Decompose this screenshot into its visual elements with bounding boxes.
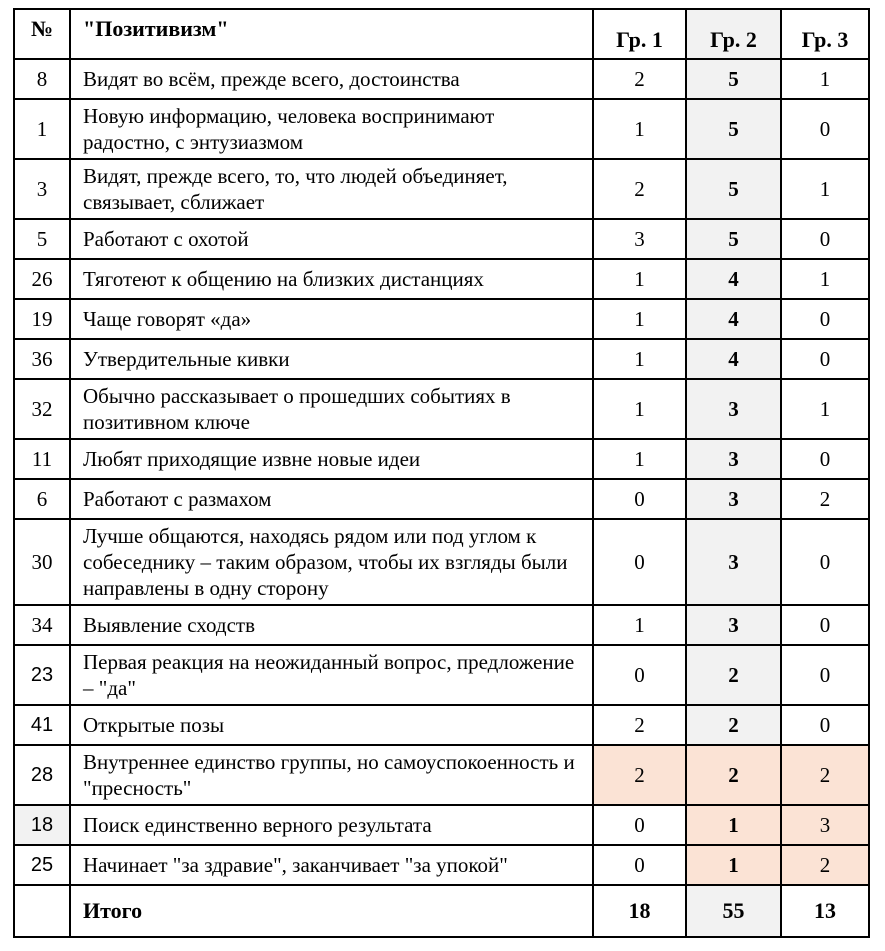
- table-row: [14, 519, 869, 605]
- row-value-group-2: 1: [686, 805, 781, 845]
- row-number-cell: 18: [14, 805, 70, 845]
- row-value-group-1: 1: [593, 605, 686, 645]
- row-number-cell: 41: [14, 705, 70, 745]
- row-value-group-2: 4: [686, 299, 781, 339]
- row-number-cell: 6: [14, 479, 70, 519]
- totals-group-3: 13: [781, 885, 869, 937]
- row-value-group-2: 3: [686, 439, 781, 479]
- table-row: [14, 339, 869, 379]
- row-description-cell: Чаще говорят «да»: [70, 299, 593, 339]
- row-value-group-2: 4: [686, 339, 781, 379]
- table-row: [14, 99, 869, 159]
- row-value-group-3: 1: [781, 379, 869, 439]
- row-value-group-2: 1: [686, 845, 781, 885]
- row-description-cell: Видят во всём, прежде всего, достоинства: [70, 59, 593, 99]
- row-value-group-2: 3: [686, 379, 781, 439]
- row-value-group-1: 2: [593, 745, 686, 805]
- row-value-group-2: 4: [686, 259, 781, 299]
- row-description-cell: Открытые позы: [70, 705, 593, 745]
- table-row: [14, 59, 869, 99]
- row-value-group-3: 2: [781, 845, 869, 885]
- row-description-cell: Внутреннее единство группы, но самоуспокоенность и "пресность": [70, 745, 593, 805]
- table-header-row: [14, 9, 869, 59]
- positivism-table: [13, 8, 870, 938]
- row-value-group-2: 3: [686, 479, 781, 519]
- column-header-group-2: Гр. 2: [686, 9, 781, 59]
- row-value-group-1: 1: [593, 99, 686, 159]
- row-number-cell: 26: [14, 259, 70, 299]
- row-number-cell: 3: [14, 159, 70, 219]
- row-value-group-3: 1: [781, 159, 869, 219]
- table-row: [14, 605, 869, 645]
- row-number-cell: 11: [14, 439, 70, 479]
- table-row: [14, 745, 869, 805]
- column-header-title: "Позитивизм": [70, 9, 593, 59]
- row-value-group-3: 0: [781, 645, 869, 705]
- row-description-cell: Начинает "за здравие", заканчивает "за упокой": [70, 845, 593, 885]
- row-number-cell: 23: [14, 645, 70, 705]
- row-number-cell: 34: [14, 605, 70, 645]
- row-value-group-3: 0: [781, 439, 869, 479]
- column-header-group-1: Гр. 1: [593, 9, 686, 59]
- table-body: [14, 59, 869, 885]
- column-header-number: №: [14, 9, 70, 59]
- row-value-group-3: 3: [781, 805, 869, 845]
- row-value-group-3: 1: [781, 59, 869, 99]
- row-description-cell: Тяготеют к общению на близких дистанциях: [70, 259, 593, 299]
- row-value-group-2: 2: [686, 705, 781, 745]
- totals-group-1: 18: [593, 885, 686, 937]
- row-number-cell: 30: [14, 519, 70, 605]
- row-description-cell: Лучше общаются, находясь рядом или под углом к собеседнику – таким образом, чтобы их взгляды были направлены в одну сторону: [70, 519, 593, 605]
- row-value-group-3: 2: [781, 745, 869, 805]
- table-row: [14, 645, 869, 705]
- row-description-cell: Любят приходящие извне новые идеи: [70, 439, 593, 479]
- row-number-cell: 8: [14, 59, 70, 99]
- row-description-cell: Обычно рассказывает о прошедших событиях в позитивном ключе: [70, 379, 593, 439]
- row-number-cell: 28: [14, 745, 70, 805]
- totals-row: [14, 885, 869, 937]
- table-row: [14, 219, 869, 259]
- table-row: [14, 159, 869, 219]
- row-value-group-2: 3: [686, 519, 781, 605]
- row-description-cell: Первая реакция на неожиданный вопрос, предложение – "да": [70, 645, 593, 705]
- row-value-group-3: 0: [781, 99, 869, 159]
- row-number-cell: 25: [14, 845, 70, 885]
- row-value-group-2: 2: [686, 745, 781, 805]
- row-description-cell: Поиск единственно верного результата: [70, 805, 593, 845]
- row-description-cell: Работают с размахом: [70, 479, 593, 519]
- row-value-group-2: 5: [686, 99, 781, 159]
- row-value-group-3: 0: [781, 519, 869, 605]
- row-value-group-1: 2: [593, 705, 686, 745]
- table-row: [14, 379, 869, 439]
- row-value-group-3: 0: [781, 219, 869, 259]
- table-row: [14, 299, 869, 339]
- row-value-group-1: 1: [593, 439, 686, 479]
- row-description-cell: Видят, прежде всего, то, что людей объединяет, связывает, сближает: [70, 159, 593, 219]
- row-value-group-2: 5: [686, 159, 781, 219]
- column-header-group-3: Гр. 3: [781, 9, 869, 59]
- row-value-group-1: 1: [593, 379, 686, 439]
- table-row: [14, 259, 869, 299]
- row-number-cell: 1: [14, 99, 70, 159]
- table-row: [14, 479, 869, 519]
- table-row: [14, 439, 869, 479]
- row-description-cell: Утвердительные кивки: [70, 339, 593, 379]
- row-description-cell: Новую информацию, человека воспринимают радостно, с энтузиазмом: [70, 99, 593, 159]
- totals-group-2: 55: [686, 885, 781, 937]
- row-value-group-1: 3: [593, 219, 686, 259]
- table-row: [14, 845, 869, 885]
- row-value-group-1: 1: [593, 259, 686, 299]
- row-value-group-1: 0: [593, 845, 686, 885]
- row-value-group-1: 1: [593, 299, 686, 339]
- row-value-group-3: 0: [781, 705, 869, 745]
- row-number-cell: 32: [14, 379, 70, 439]
- row-value-group-2: 5: [686, 219, 781, 259]
- row-value-group-3: 0: [781, 339, 869, 379]
- row-value-group-1: 2: [593, 59, 686, 99]
- totals-number-cell: [14, 885, 70, 937]
- table-row: [14, 805, 869, 845]
- row-value-group-2: 2: [686, 645, 781, 705]
- row-number-cell: 36: [14, 339, 70, 379]
- row-value-group-1: 0: [593, 479, 686, 519]
- row-value-group-2: 5: [686, 59, 781, 99]
- row-value-group-1: 2: [593, 159, 686, 219]
- row-value-group-3: 2: [781, 479, 869, 519]
- table-row: [14, 705, 869, 745]
- row-value-group-1: 0: [593, 805, 686, 845]
- row-value-group-3: 0: [781, 605, 869, 645]
- row-value-group-3: 1: [781, 259, 869, 299]
- row-description-cell: Выявление сходств: [70, 605, 593, 645]
- row-value-group-1: 0: [593, 645, 686, 705]
- row-value-group-3: 0: [781, 299, 869, 339]
- row-value-group-2: 3: [686, 605, 781, 645]
- totals-label: Итого: [70, 885, 593, 937]
- row-value-group-1: 1: [593, 339, 686, 379]
- row-number-cell: 19: [14, 299, 70, 339]
- row-description-cell: Работают с охотой: [70, 219, 593, 259]
- row-value-group-1: 0: [593, 519, 686, 605]
- row-number-cell: 5: [14, 219, 70, 259]
